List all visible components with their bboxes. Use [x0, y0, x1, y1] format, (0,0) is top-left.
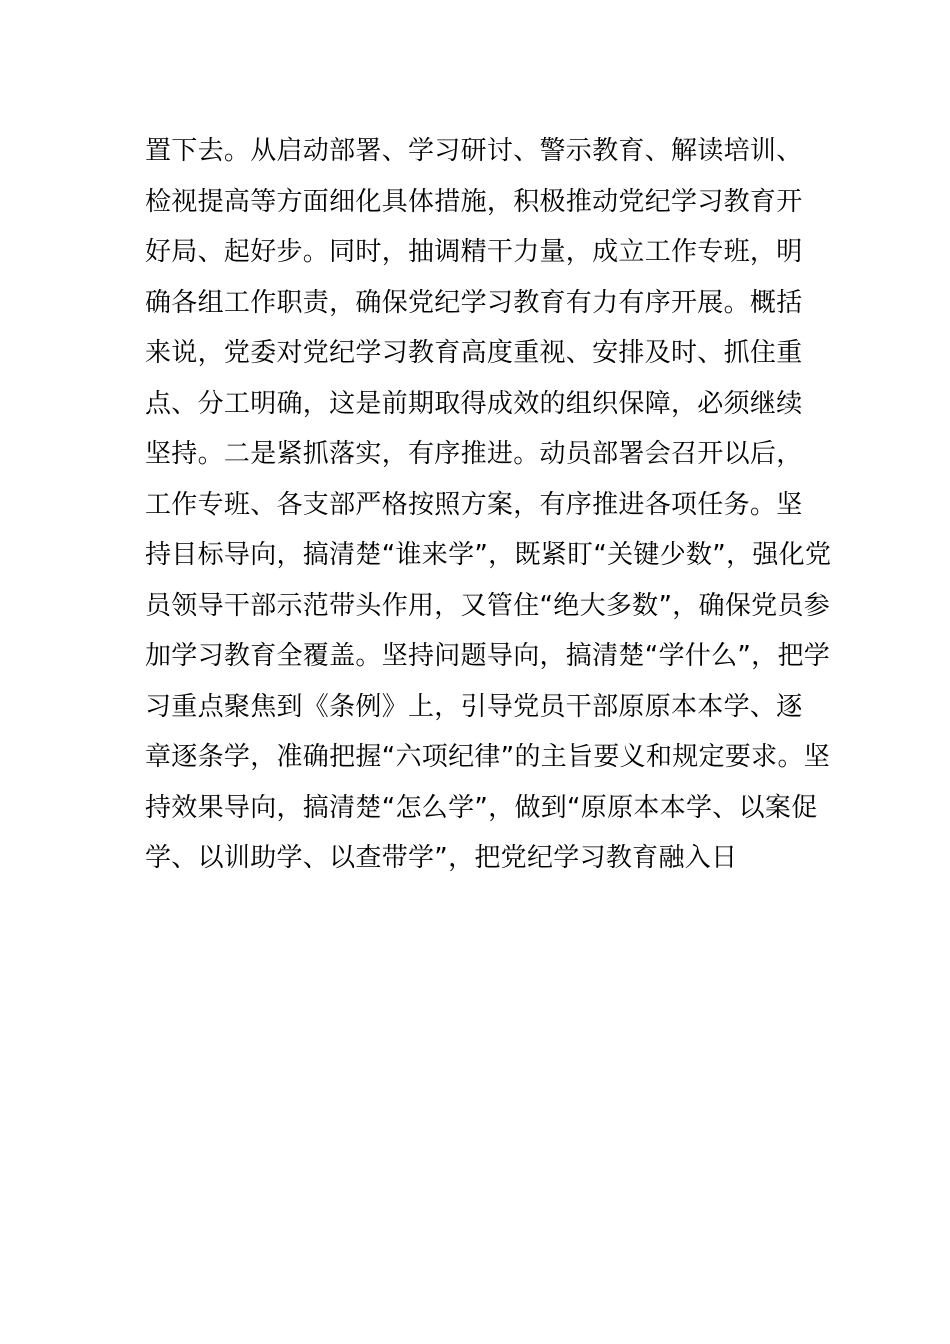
- text-line: 坚持。二是紧抓落实，有序推进。动员部署会召开以后，: [145, 439, 803, 469]
- text-line: 置下去。从启动部署、学习研讨、警示教育、解读培训、: [145, 136, 803, 166]
- text-line: 加学习教育全覆盖。坚持问题导向，搞清楚“学什么”，把学: [145, 641, 831, 671]
- text-line: 检视提高等方面细化具体措施，积极推动党纪学习教育开: [145, 186, 803, 217]
- text-line: 持效果导向，搞清楚“怎么学”，做到“原原本本学、以案促: [145, 792, 818, 823]
- text-line: 点、分工明确，这是前期取得成效的组织保障，必须继续: [145, 388, 803, 419]
- text-line: 章逐条学，准确把握“六项纪律”的主旨要义和规定要求。坚: [145, 742, 831, 772]
- text-line: 确各组工作职责，确保党纪学习教育有力有序开展。概括: [145, 287, 803, 318]
- text-line: 习重点聚焦到《条例》上，引导党员干部原原本本学、逐: [145, 691, 803, 722]
- text-line: 来说，党委对党纪学习教育高度重视、安排及时、抓住重: [145, 338, 803, 368]
- text-line: 工作专班、各支部严格按照方案，有序推进各项任务。坚: [145, 489, 803, 520]
- body-paragraph: [145, 126, 832, 884]
- text-line: 好局、起好步。同时，抽调精干力量，成立工作专班，明: [145, 237, 803, 267]
- text-line: 员领导干部示范带头作用，又管住“绝大多数”，确保党员参: [145, 590, 831, 621]
- text-line: 学、以训助学、以查带学”，把党纪学习教育融入日: [145, 843, 738, 873]
- text-line: 持目标导向，搞清楚“谁来学”，既紧盯“关键少数”，强化党: [145, 540, 832, 570]
